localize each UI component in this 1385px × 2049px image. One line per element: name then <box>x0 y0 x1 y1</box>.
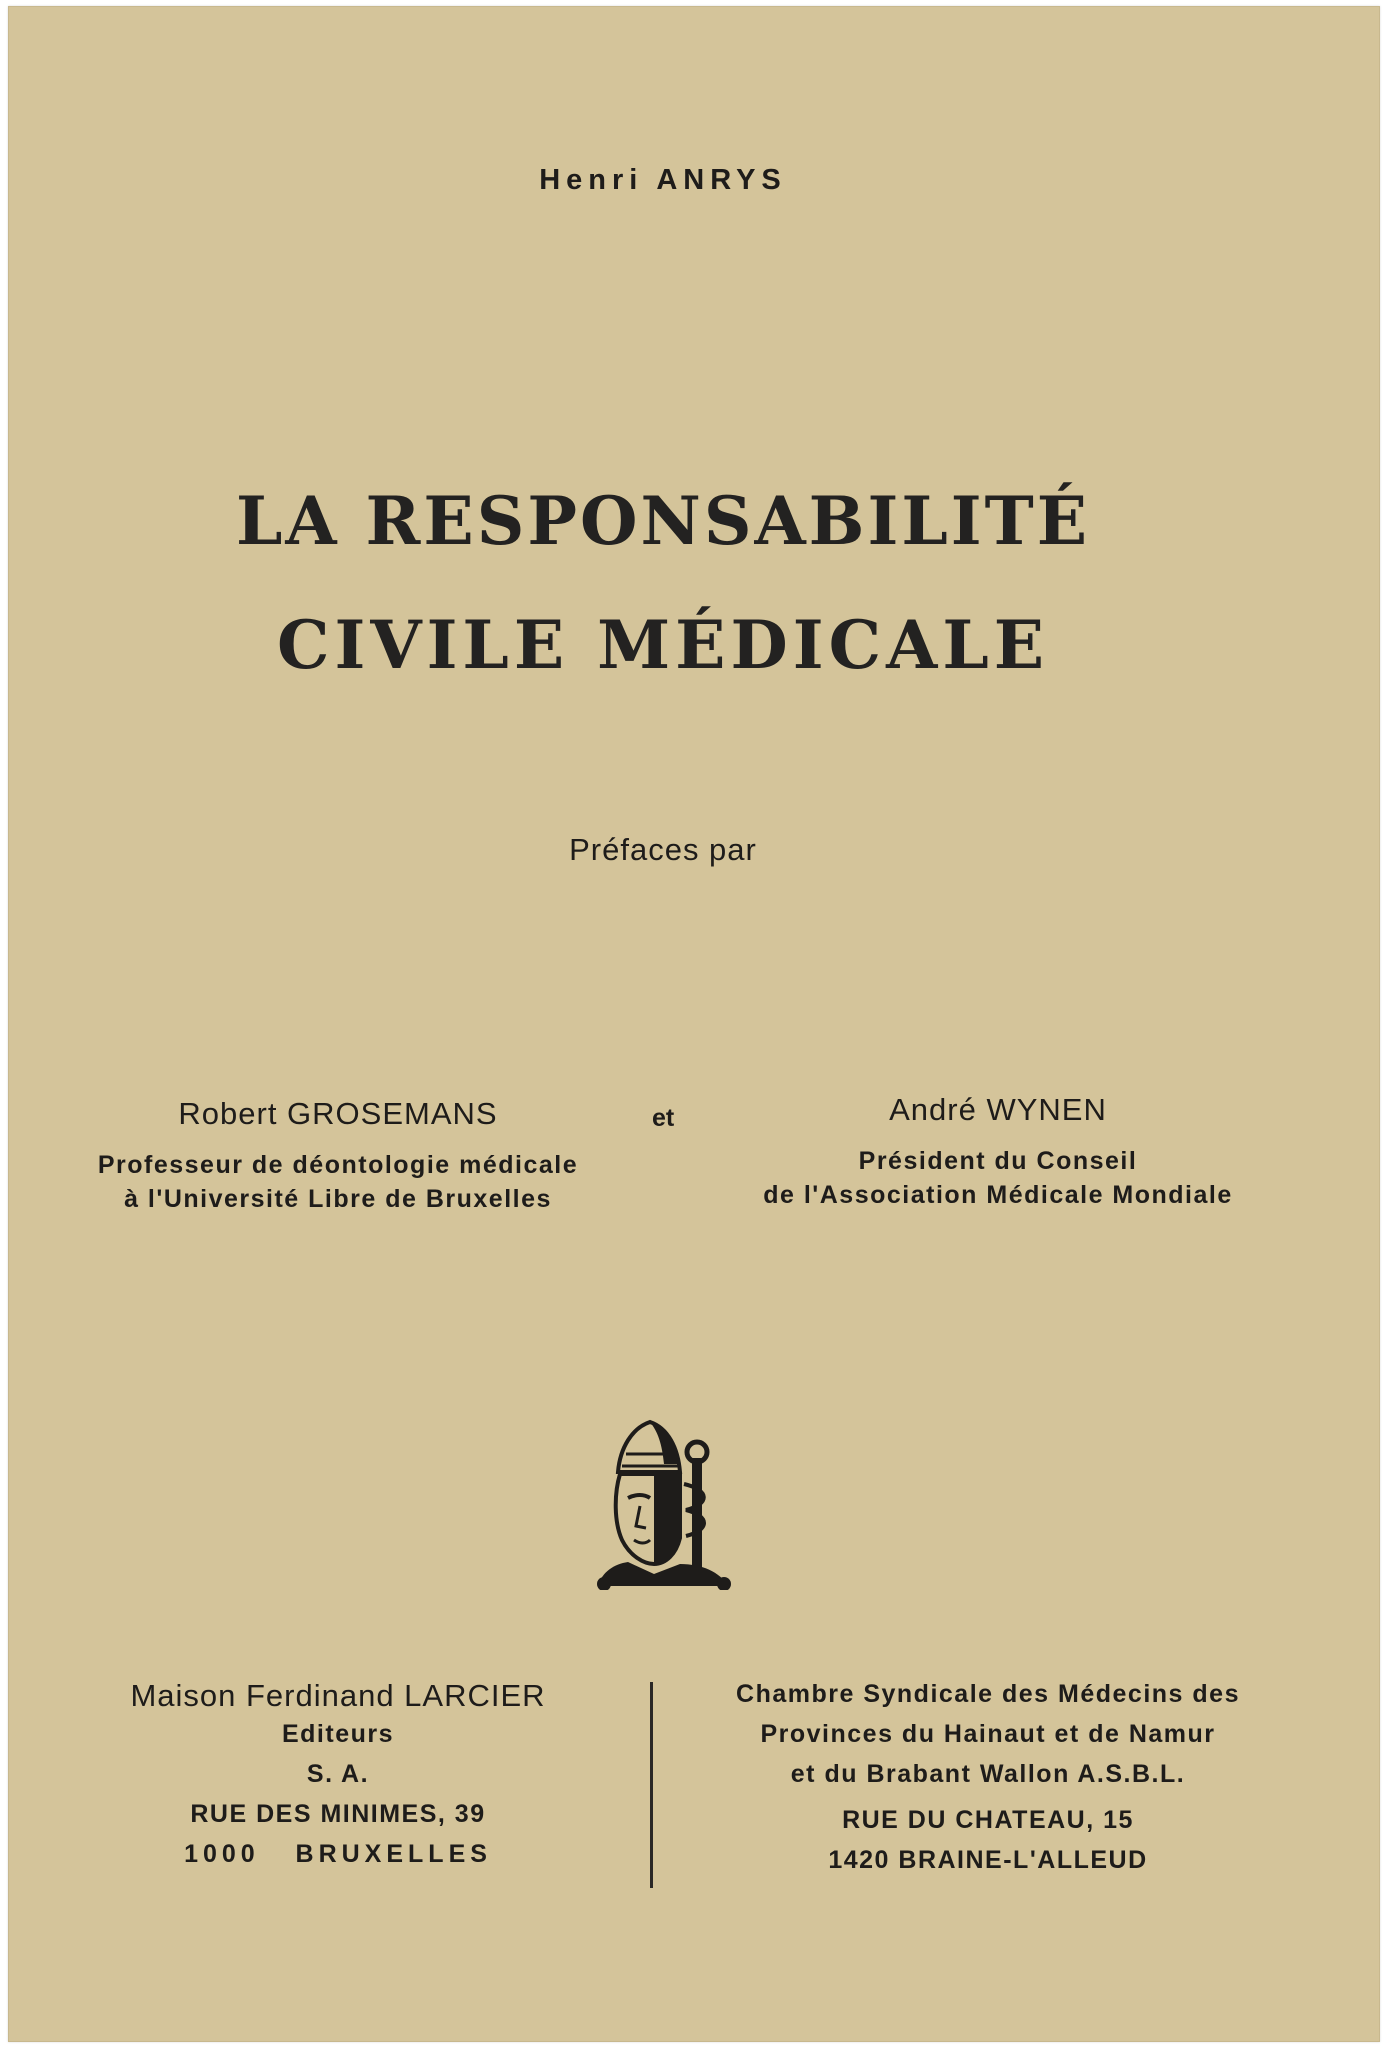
author-name: Henri ANRYS <box>539 164 787 196</box>
publisher-chambre-syndicale <box>708 1674 1268 1880</box>
publisher-larcier <box>88 1678 588 1874</box>
publisher-left-line-1: Editeurs <box>281 1720 395 1748</box>
publisher-left-line-2: S. A. <box>306 1760 370 1788</box>
preface-right-role <box>728 1144 1268 1212</box>
title-line-2: CIVILE MÉDICALE <box>276 606 1050 684</box>
preface-right-role-line-2: de l'Association Médicale Mondiale <box>763 1181 1233 1209</box>
preface-left-role <box>78 1148 598 1216</box>
publisher-right-line-1: Chambre Syndicale des Médecins des <box>736 1680 1240 1708</box>
publisher-right-line-4: RUE DU CHATEAU, 15 <box>842 1806 1134 1834</box>
publisher-left-name: Maison Ferdinand LARCIER <box>130 1678 546 1713</box>
preface-right-name: André WYNEN <box>889 1092 1107 1127</box>
preface-right-role-line-1: Président du Conseil <box>858 1147 1138 1175</box>
preface-author-right <box>728 1092 1268 1212</box>
helmeted-head-emblem-icon <box>592 1414 736 1590</box>
book-cover <box>8 6 1380 2042</box>
preface-left-role-line-2: à l'Université Libre de Bruxelles <box>124 1185 552 1213</box>
title-line-1: LA RESPONSABILITÉ <box>235 482 1091 560</box>
publisher-right-line-3: et du Brabant Wallon A.S.B.L. <box>790 1760 1186 1788</box>
publisher-left-line-3: RUE DES MINIMES, 39 <box>190 1800 486 1828</box>
preface-left-role-line-1: Professeur de déontologie médicale <box>97 1151 579 1179</box>
conjunction-et: et <box>652 1104 675 1132</box>
publisher-left-line-4: 1000 BRUXELLES <box>184 1840 492 1868</box>
publisher-right-line-2: Provinces du Hainaut et de Namur <box>760 1720 1216 1748</box>
prefaces-label: Préfaces par <box>569 832 757 867</box>
publisher-right-line-5: 1420 BRAINE-L'ALLEUD <box>828 1846 1148 1874</box>
preface-author-left <box>78 1096 598 1216</box>
publisher-divider <box>650 1682 653 1888</box>
preface-left-name: Robert GROSEMANS <box>178 1096 498 1131</box>
